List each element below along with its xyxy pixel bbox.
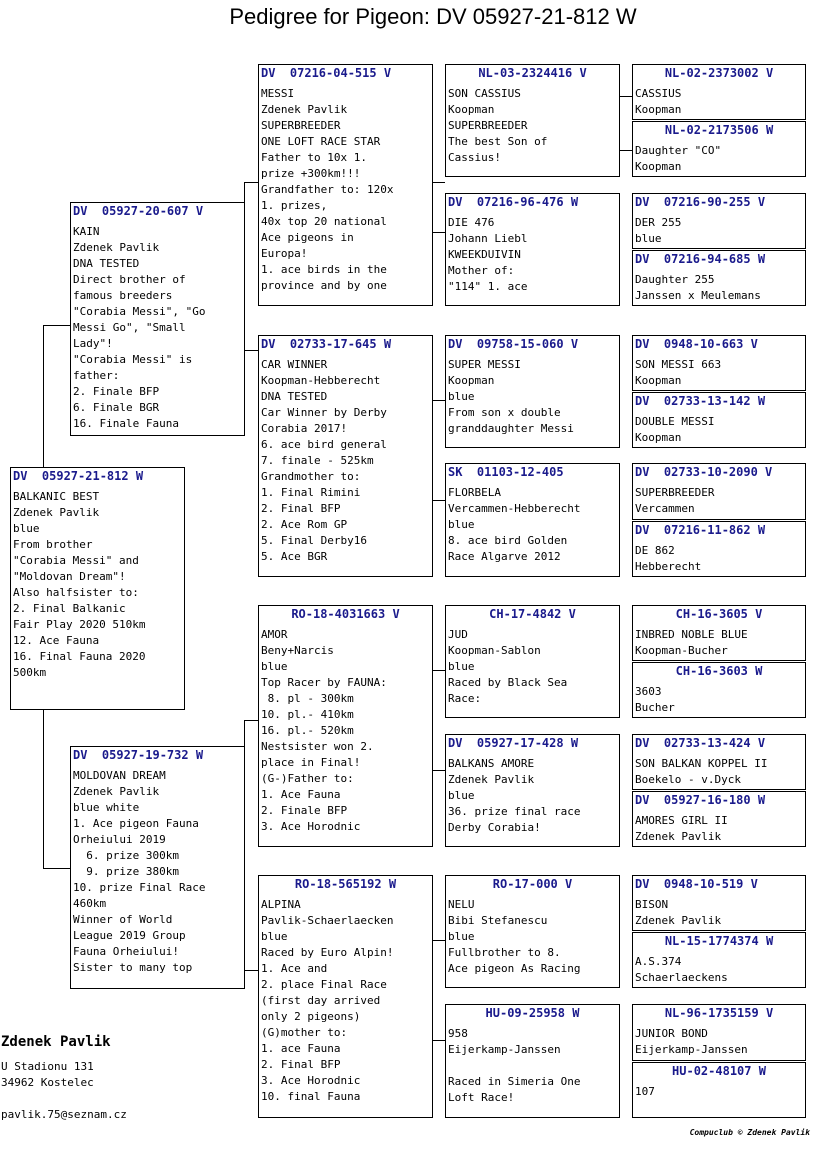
pigeon-card-subject[interactable] [10, 467, 185, 710]
pigeon-detail-line: 8. pl - 300km [261, 692, 354, 705]
pigeon-card-ddss[interactable] [632, 875, 806, 931]
pigeon-detail-line: 1. Ace pigeon Fauna [73, 817, 199, 830]
ring-number: CH-16-3605 V [675, 607, 763, 621]
pigeon-detail-line: 2. place Final Race [261, 978, 387, 991]
pigeon-details [13, 489, 182, 681]
pigeon-detail-line: Janssen x Meulemans [635, 289, 761, 302]
pigeon-detail-line: 16. Finale Fauna [73, 417, 179, 430]
pigeon-card-dam[interactable] [70, 746, 245, 989]
pigeon-detail-line: 6. prize 300km [73, 849, 179, 862]
pigeon-detail-line: FLORBELA [448, 486, 501, 499]
pigeon-card-sds[interactable] [445, 335, 620, 448]
ring-number: DV 02733-10-2090 V [635, 465, 773, 479]
pigeon-card-ddds[interactable] [632, 1004, 806, 1061]
connector [432, 770, 445, 771]
pigeon-detail-line: Europa! [261, 247, 308, 260]
pigeon-detail-line: Top Racer by FAUNA: [261, 676, 387, 689]
pigeon-detail-line: Zdenek Pavlik [448, 773, 535, 786]
pigeon-detail-line: 8. ace bird Golden [448, 534, 568, 547]
pigeon-card-dds[interactable] [445, 875, 620, 988]
connector [432, 400, 445, 401]
pigeon-details [73, 768, 242, 976]
ring-number: NL-02-2373002 V [664, 66, 774, 80]
connector [244, 720, 258, 721]
pigeon-details [635, 357, 803, 389]
pigeon-detail-line: Direct brother of [73, 273, 186, 286]
pigeon-detail-line: Fair Play 2020 510km [13, 618, 146, 631]
pigeon-detail-line: Zdenek Pavlik [635, 914, 722, 927]
pigeon-detail-line: SON BALKAN KOPPEL II [635, 757, 768, 770]
connector [244, 350, 258, 351]
pigeon-detail-line: 1. Ace Fauna [261, 788, 341, 801]
pigeon-detail-line: Koopman [448, 374, 495, 387]
ring-number: DV 02733-17-645 W [261, 337, 392, 351]
pigeon-detail-line: Derby Corabia! [448, 821, 541, 834]
pigeon-details [448, 86, 617, 166]
pigeon-details [635, 813, 803, 845]
pigeon-detail-line: From brother [13, 538, 93, 551]
pigeon-detail-line: Zdenek Pavlik [13, 506, 100, 519]
pigeon-card-sire[interactable] [70, 202, 245, 436]
pigeon-detail-line: JUNIOR BOND [635, 1027, 708, 1040]
pigeon-card-dd[interactable] [258, 875, 433, 1118]
pigeon-detail-line: SUPER MESSI [448, 358, 521, 371]
pigeon-detail-line: Koopman [448, 103, 495, 116]
pigeon-detail-line: granddaughter Messi [448, 422, 574, 435]
ring-number: DV 0948-10-663 V [635, 337, 758, 351]
pigeon-details [635, 1026, 803, 1058]
pigeon-detail-line: Zdenek Pavlik [261, 103, 348, 116]
ring-number: DV 0948-10-519 V [635, 877, 758, 891]
pigeon-detail-line: 1. Ace and [261, 962, 328, 975]
pigeon-detail-line: blue [448, 789, 475, 802]
pigeon-details [635, 684, 803, 716]
ring-number: SK 01103-12-405 [448, 465, 564, 479]
ring-number: RO-18-565192 W [294, 877, 397, 891]
breeder-city: 34962 Kostelec [1, 1076, 94, 1089]
ring-number: DV 02733-13-142 W [635, 394, 766, 408]
pigeon-card-sdd[interactable] [445, 463, 620, 577]
footer-credit: Compuclub © Zdenek Pavlik [689, 1128, 810, 1137]
pigeon-detail-line: KWEEKDUIVIN [448, 248, 521, 261]
pigeon-card-dssd[interactable] [632, 662, 806, 718]
pigeon-detail-line: 40x top 20 national [261, 215, 387, 228]
ring-number: DV 05927-20-607 V [73, 204, 204, 218]
pigeon-detail-line: Koopman-Sablon [448, 644, 541, 657]
pigeon-detail-line: JUD [448, 628, 468, 641]
pigeon-detail-line: Orheiului 2019 [73, 833, 166, 846]
pigeon-detail-line: 3603 [635, 685, 662, 698]
pigeon-detail-line: 10. final Fauna [261, 1090, 361, 1103]
pigeon-detail-line: 958 [448, 1027, 468, 1040]
pigeon-detail-line: DNA TESTED [73, 257, 140, 270]
pigeon-detail-line: only 2 pigeons) [261, 1010, 361, 1023]
ring-number: DV 05927-19-732 W [73, 748, 204, 762]
pigeon-card-dss[interactable] [445, 605, 620, 718]
pigeon-details [448, 756, 617, 836]
ring-number: DV 05927-16-180 W [635, 793, 766, 807]
breeder-street: U Stadionu 131 [1, 1060, 94, 1073]
pigeon-detail-line: 3. Ace Horodnic [261, 1074, 361, 1087]
pigeon-detail-line: Bibi Stefanescu [448, 914, 548, 927]
pigeon-detail-line: "Corabia Messi" is [73, 353, 193, 366]
pigeon-details [448, 485, 617, 565]
pigeon-card-ssdd[interactable] [632, 250, 806, 306]
pigeon-detail-line: Car Winner by Derby [261, 406, 387, 419]
pigeon-detail-line: MESSI [261, 87, 295, 100]
pigeon-details [635, 143, 803, 175]
connector [432, 182, 445, 183]
pigeon-detail-line: BALKANIC BEST [13, 490, 100, 503]
pigeon-details [73, 224, 242, 432]
pigeon-card-dddd[interactable] [632, 1062, 806, 1118]
pigeon-detail-line: 6. ace bird general [261, 438, 387, 451]
ring-number: DV 05927-21-812 W [13, 469, 144, 483]
ring-number: DV 07216-96-476 W [448, 195, 579, 209]
pigeon-detail-line: 16. pl.- 520km [261, 724, 354, 737]
pigeon-detail-line: 12. Ace Fauna [13, 634, 100, 647]
pigeon-detail-line: DIE 476 [448, 216, 495, 229]
pigeon-detail-line: Ace pigeon As Racing [448, 962, 581, 975]
pigeon-detail-line: AMOR [261, 628, 288, 641]
pigeon-detail-line: Vercammen-Hebberecht [448, 502, 581, 515]
pigeon-detail-line: Corabia 2017! [261, 422, 348, 435]
pigeon-details [635, 627, 803, 659]
ring-number: NL-96-1735159 V [664, 1006, 774, 1020]
pigeon-detail-line: 1. prizes, [261, 199, 328, 212]
pigeon-detail-line: blue [448, 518, 475, 531]
pigeon-detail-line: prize +300km!!! [261, 167, 361, 180]
pigeon-detail-line: 6. Finale BGR [73, 401, 160, 414]
ring-number: DV 07216-04-515 V [261, 66, 392, 80]
pigeon-detail-line: Koopman [635, 103, 682, 116]
pigeon-detail-line: 460km [73, 897, 107, 910]
pigeon-detail-line: ALPINA [261, 898, 301, 911]
pigeon-detail-line: Koopman-Hebberecht [261, 374, 381, 387]
pigeon-detail-line: (G-)Father to: [261, 772, 354, 785]
pigeon-detail-line: 10. prize Final Race [73, 881, 206, 894]
pigeon-detail-line: Eijerkamp-Janssen [448, 1043, 561, 1056]
pigeon-detail-line: Fullbrother to 8. [448, 946, 561, 959]
pigeon-card-dsds[interactable] [632, 734, 806, 790]
pigeon-detail-line: Pavlik-Schaerlaecken [261, 914, 394, 927]
pigeon-detail-line: 5. Final Derby16 [261, 534, 367, 547]
pigeon-details [261, 357, 430, 565]
ring-number: HU-02-48107 W [672, 1064, 766, 1078]
pigeon-detail-line: Cassius! [448, 151, 501, 164]
pigeon-details [635, 897, 803, 929]
pigeon-detail-line: (first day arrived [261, 994, 381, 1007]
pigeon-detail-line: Winner of World [73, 913, 173, 926]
connector [432, 232, 445, 233]
pigeon-card-ssds[interactable] [632, 193, 806, 249]
pigeon-detail-line: Lady"! [73, 337, 113, 350]
pigeon-detail-line: SON MESSI 663 [635, 358, 722, 371]
pigeon-detail-line: AMORES GIRL II [635, 814, 728, 827]
ring-number: RO-17-000 V [492, 877, 573, 891]
pigeon-details [448, 897, 617, 977]
pigeon-card-ds[interactable] [258, 605, 433, 847]
pigeon-detail-line: Hebberecht [635, 560, 702, 573]
connector [619, 96, 632, 97]
pigeon-detail-line: Boekelo - v.Dyck [635, 773, 741, 786]
pigeon-detail-line: Grandmother to: [261, 470, 361, 483]
pigeon-detail-line: famous breeders [73, 289, 173, 302]
pigeon-detail-line: BALKANS AMORE [448, 757, 535, 770]
pigeon-card-sdsd[interactable] [632, 392, 806, 448]
pigeon-detail-line: SUPERBREEDER [448, 119, 528, 132]
pigeon-card-dsss[interactable] [632, 605, 806, 661]
pigeon-detail-line: NELU [448, 898, 475, 911]
connector [432, 1040, 445, 1041]
pigeon-detail-line: From son x double [448, 406, 561, 419]
pigeon-detail-line: 2. Finale BFP [261, 804, 348, 817]
pigeon-detail-line: Fauna Orheiului! [73, 945, 179, 958]
ring-number: DV 07216-90-255 V [635, 195, 766, 209]
pigeon-detail-line: KAIN [73, 225, 100, 238]
pigeon-card-dsd[interactable] [445, 734, 620, 847]
pigeon-detail-line: 1. Final Rimini [261, 486, 361, 499]
pigeon-detail-line: MOLDOVAN DREAM [73, 769, 166, 782]
breeder-email[interactable]: pavlik.75@seznam.cz [1, 1108, 127, 1121]
pigeon-detail-line: 2. Final Balkanic [13, 602, 126, 615]
pigeon-detail-line: Also halfsister to: [13, 586, 139, 599]
pigeon-detail-line: blue [448, 390, 475, 403]
pigeon-details [635, 485, 803, 517]
ring-number: NL-15-1774374 W [664, 934, 774, 948]
connector [244, 182, 258, 183]
pigeon-details [635, 272, 803, 304]
pigeon-detail-line: 36. prize final race [448, 805, 581, 818]
pigeon-detail-line: Nestsister won 2. [261, 740, 374, 753]
pigeon-detail-line: CAR WINNER [261, 358, 328, 371]
pigeon-detail-line: blue [448, 930, 475, 943]
pigeon-detail-line: Zdenek Pavlik [73, 785, 160, 798]
connector [432, 670, 445, 671]
pigeon-detail-line: Vercammen [635, 502, 695, 515]
pigeon-details [448, 627, 617, 707]
ring-number: DV 05927-17-428 W [448, 736, 579, 750]
pigeon-detail-line [448, 1058, 617, 1074]
pigeon-detail-line: Koopman [635, 374, 682, 387]
pigeon-detail-line: Schaerlaeckens [635, 971, 728, 984]
pigeon-details [635, 756, 803, 788]
pigeon-detail-line: 2. Finale BFP [73, 385, 160, 398]
pigeon-detail-line: Race Algarve 2012 [448, 550, 561, 563]
pigeon-details [448, 1026, 617, 1106]
pigeon-detail-line: 16. Final Fauna 2020 [13, 650, 146, 663]
pigeon-detail-line: Bucher [635, 701, 675, 714]
pigeon-detail-line: Sister to many top [73, 961, 193, 974]
pigeon-details [448, 357, 617, 437]
pigeon-detail-line: Raced by Euro Alpin! [261, 946, 394, 959]
pigeon-details [635, 954, 803, 986]
pigeon-detail-line: SUPERBREEDER [261, 119, 341, 132]
pigeon-detail-line: Raced by Black Sea [448, 676, 568, 689]
pigeon-detail-line: Race: [448, 692, 482, 705]
pigeon-detail-line: 107 [635, 1085, 655, 1098]
connector [432, 940, 445, 941]
pigeon-card-ddd[interactable] [445, 1004, 620, 1118]
pigeon-detail-line: 500km [13, 666, 47, 679]
pigeon-card-sss[interactable] [445, 64, 620, 177]
pigeon-detail-line: Koopman [635, 431, 682, 444]
pigeon-detail-line: Beny+Narcis [261, 644, 334, 657]
pigeon-detail-line: father: [73, 369, 120, 382]
pigeon-detail-line: The best Son of [448, 135, 548, 148]
pigeon-detail-line: 5. Ace BGR [261, 550, 328, 563]
ring-number: RO-18-4031663 V [291, 607, 400, 621]
pigeon-detail-line: "Corabia Messi", "Go [73, 305, 206, 318]
pigeon-detail-line: blue [448, 660, 475, 673]
pigeon-detail-line: blue [261, 660, 288, 673]
ring-number: DV 09758-15-060 V [448, 337, 579, 351]
pigeon-detail-line: 1. ace Fauna [261, 1042, 341, 1055]
pigeon-details [635, 215, 803, 247]
connector [43, 710, 44, 868]
pigeon-details [261, 86, 430, 294]
pigeon-detail-line: Koopman-Bucher [635, 644, 728, 657]
pigeon-detail-line: 10. pl.- 410km [261, 708, 354, 721]
pigeon-detail-line: blue [261, 930, 288, 943]
pigeon-detail-line: SON CASSIUS [448, 87, 521, 100]
pigeon-card-dsdd[interactable] [632, 791, 806, 847]
breeder-name: Zdenek Pavlik [1, 1034, 111, 1050]
pigeon-detail-line: BISON [635, 898, 669, 911]
pigeon-card-ss[interactable] [258, 64, 433, 306]
pigeon-detail-line: blue white [73, 801, 140, 814]
pigeon-detail-line: "114" 1. ace [448, 280, 528, 293]
pigeon-detail-line: (G)mother to: [261, 1026, 348, 1039]
connector [432, 500, 445, 501]
pigeon-detail-line: Messi Go", "Small [73, 321, 186, 334]
pigeon-details [635, 86, 803, 118]
pigeon-detail-line: DE 862 [635, 544, 675, 557]
pigeon-detail-line: province and by one [261, 279, 387, 292]
connector [619, 150, 632, 151]
pigeon-detail-line: League 2019 Group [73, 929, 186, 942]
ring-number: HU-09-25958 W [485, 1006, 580, 1020]
pigeon-card-sssd[interactable] [632, 121, 806, 177]
pigeon-detail-line: Grandfather to: 120x [261, 183, 394, 196]
pigeon-detail-line: Loft Race! [448, 1091, 515, 1104]
pigeon-details [635, 543, 803, 575]
pigeon-detail-line: CASSIUS [635, 87, 682, 100]
pigeon-detail-line: Father to 10x 1. [261, 151, 367, 164]
pigeon-details [635, 414, 803, 446]
pigeon-card-ddsd[interactable] [632, 932, 806, 988]
ring-number: CH-16-3603 W [675, 664, 763, 678]
pigeon-card-sdss[interactable] [632, 335, 806, 391]
pigeon-detail-line: "Corabia Messi" and [13, 554, 139, 567]
pigeon-detail-line: 3. Ace Horodnic [261, 820, 361, 833]
pigeon-detail-line: Koopman [635, 160, 682, 173]
pigeon-detail-line: DNA TESTED [261, 390, 328, 403]
ring-number: DV 07216-94-685 W [635, 252, 766, 266]
pigeon-detail-line: 2. Ace Rom GP [261, 518, 348, 531]
pigeon-detail-line: Eijerkamp-Janssen [635, 1043, 748, 1056]
pigeon-detail-line: Raced in Simeria One [448, 1075, 581, 1088]
pigeon-detail-line: 2. Final BFP [261, 1058, 341, 1071]
pigeon-card-ssd[interactable] [445, 193, 620, 306]
pigeon-detail-line: Johann Liebl [448, 232, 528, 245]
pigeon-detail-line: ONE LOFT RACE STAR [261, 135, 381, 148]
pigeon-detail-line: A.S.374 [635, 955, 682, 968]
pigeon-detail-line: Mother of: [448, 264, 515, 277]
pigeon-detail-line: "Moldovan Dream"! [13, 570, 126, 583]
ring-number: NL-02-2173506 W [664, 123, 774, 137]
pigeon-detail-line: INBRED NOBLE BLUE [635, 628, 748, 641]
pigeon-detail-line: blue [635, 232, 662, 245]
pigeon-detail-line: 2. Final BFP [261, 502, 341, 515]
pigeon-card-sdds[interactable] [632, 463, 806, 520]
ring-number: DV 02733-13-424 V [635, 736, 766, 750]
connector [43, 325, 70, 326]
pigeon-detail-line: Zdenek Pavlik [635, 830, 722, 843]
pigeon-card-sddd[interactable] [632, 521, 806, 577]
pigeon-detail-line: 1. ace birds in the [261, 263, 387, 276]
pigeon-detail-line: blue [13, 522, 40, 535]
ring-number: CH-17-4842 V [489, 607, 576, 621]
pigeon-detail-line: Daughter "CO" [635, 144, 722, 157]
pigeon-detail-line: SUPERBREEDER [635, 486, 715, 499]
pigeon-detail-line: Ace pigeons in [261, 231, 354, 244]
pigeon-card-ssss[interactable] [632, 64, 806, 120]
pigeon-detail-line: 9. prize 380km [73, 865, 179, 878]
connector [43, 868, 70, 869]
pigeon-card-sd[interactable] [258, 335, 433, 577]
ring-number: DV 07216-11-862 W [635, 523, 766, 537]
pigeon-detail-line: place in Final! [261, 756, 361, 769]
pigeon-detail-line: 7. finale - 525km [261, 454, 374, 467]
connector [244, 970, 258, 971]
connector [43, 325, 44, 467]
pigeon-details [448, 215, 617, 295]
pigeon-details [635, 1084, 803, 1100]
pigeon-detail-line: DOUBLE MESSI [635, 415, 715, 428]
pigeon-detail-line: DER 255 [635, 216, 682, 229]
page-title: Pedigree for Pigeon: DV 05927-21-812 W [229, 4, 637, 29]
pigeon-details [261, 897, 430, 1105]
pigeon-detail-line: Zdenek Pavlik [73, 241, 160, 254]
pigeon-detail-line: Daughter 255 [635, 273, 715, 286]
pigeon-details [261, 627, 430, 835]
ring-number: NL-03-2324416 V [478, 66, 587, 80]
